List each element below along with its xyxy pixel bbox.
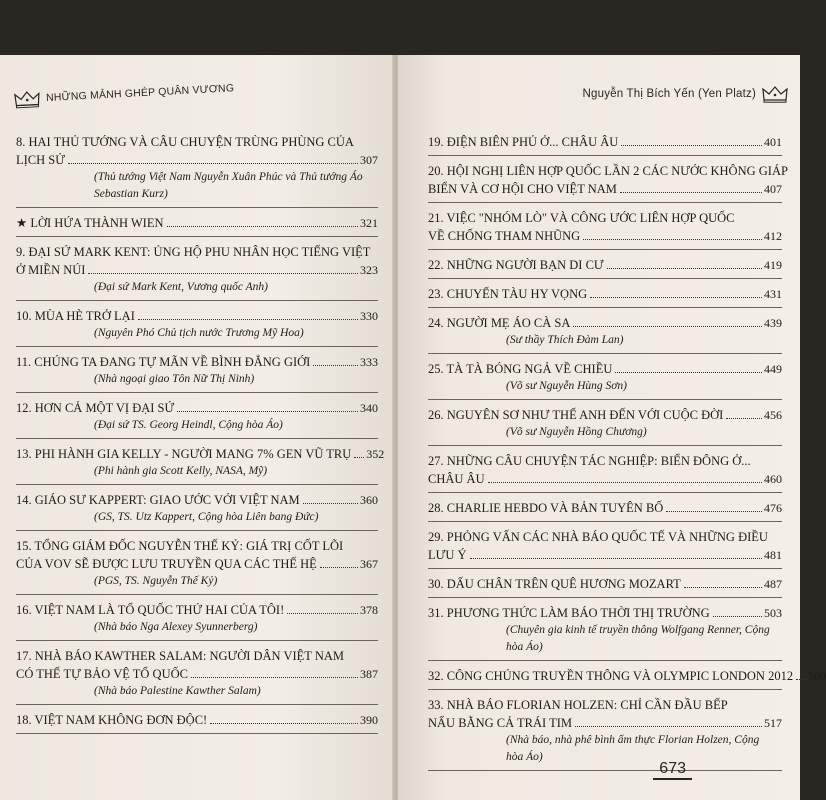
toc-separator	[428, 568, 782, 569]
toc-page-number: 401	[764, 135, 782, 149]
toc-entry-line	[16, 711, 378, 729]
toc-page-number: 321	[360, 216, 378, 230]
dot-leader	[607, 268, 762, 269]
toc-entry-title: 24. NGƯỜI MẸ ÁO CÀ SA	[428, 316, 571, 330]
toc-page-number: 481	[764, 548, 782, 562]
toc-separator	[428, 597, 782, 598]
dot-leader	[684, 587, 762, 588]
toc-entry	[428, 604, 782, 661]
toc-entry-title: 28. CHARLIE HEBDO VÀ BẢN TUYÊN BỐ	[428, 501, 664, 515]
toc-separator	[16, 236, 378, 237]
toc-entry	[428, 133, 782, 156]
toc-entry-title: 27. NHỮNG CÂU CHUYỆN TÁC NGHIỆP: BIỂN ĐÔNG Ở...	[428, 454, 751, 468]
toc-separator	[428, 249, 782, 250]
dot-leader	[620, 192, 762, 193]
toc-separator	[428, 278, 782, 279]
toc-separator	[16, 594, 378, 595]
dot-leader	[470, 558, 762, 559]
toc-entry-title: VỀ CHỐNG THAM NHŨNG	[428, 229, 581, 243]
right-running-header	[583, 85, 788, 103]
toc-entry-line	[428, 314, 782, 332]
toc-entry-subtitle: (Nhà báo Nga Alexey Syunnerberg)	[94, 621, 258, 633]
toc-entry-title: BIỂN VÀ CƠ HỘI CHO VIỆT NAM	[428, 182, 617, 196]
toc-separator	[428, 399, 782, 400]
toc-entry-line	[428, 528, 782, 546]
toc-entry-title: 13. PHI HÀNH GIA KELLY - NGƯỜI MANG 7% GEN VŨ TRỤ	[16, 447, 352, 461]
toc-page-number: 503	[764, 606, 782, 620]
toc-entry-line	[16, 647, 378, 665]
dot-leader	[615, 372, 762, 373]
toc-entry-title: LƯU Ý	[428, 548, 467, 562]
toc-separator	[428, 445, 782, 446]
toc-entry-title: 23. CHUYẾN TÀU HY VỌNG	[428, 287, 588, 301]
toc-separator	[16, 346, 378, 347]
toc-entry	[16, 214, 378, 237]
toc-page-number: 390	[360, 713, 378, 727]
toc-separator	[16, 300, 378, 301]
toc-entry-title: LỊCH SỬ	[16, 153, 65, 167]
toc-entry-title: 17. NHÀ BÁO KAWTHER SALAM: NGƯỜI DÂN VIỆT NAM	[16, 649, 345, 663]
page-number: 673	[653, 760, 692, 780]
toc-page-number: 456	[764, 408, 782, 422]
dot-leader	[796, 679, 806, 680]
dot-leader	[138, 319, 358, 320]
toc-entry-line	[16, 133, 378, 151]
left-toc	[16, 133, 385, 740]
toc-page-number: 439	[764, 316, 782, 330]
toc-entry	[16, 647, 378, 705]
toc-page-number: 333	[360, 355, 378, 369]
toc-entry-title: 21. VIỆC "NHÓM LÒ" VÀ CÔNG ƯỚC LIÊN HỢP QUỐC	[428, 211, 735, 225]
toc-entry-title: NẤU BẰNG CẢ TRÁI TIM	[428, 716, 572, 730]
toc-entry-title: 19. ĐIỆN BIÊN PHỦ Ở... CHÂU ÂU	[428, 135, 619, 149]
toc-separator	[16, 733, 378, 734]
dot-leader	[191, 677, 358, 678]
toc-entry	[16, 307, 378, 347]
toc-entry-title: 18. VIỆT NAM KHÔNG ĐƠN ĐỘC!	[16, 713, 208, 727]
toc-entry-line	[428, 162, 788, 180]
dot-leader	[713, 616, 762, 617]
dot-leader	[303, 503, 358, 504]
toc-entry-subtitle: (Võ sư Nguyễn Hùng Sơn)	[506, 380, 628, 392]
toc-page-number: 509	[808, 669, 826, 683]
toc-entry-title: 14. GIÁO SƯ KAPPERT: GIAO ƯỚC VỚI VIỆT NAM	[16, 493, 300, 507]
toc-separator	[16, 640, 378, 641]
toc-entry-title: 25. TÀ TÀ BÓNG NGẢ VỀ CHIỀU	[428, 362, 613, 376]
toc-page-number: 352	[366, 447, 385, 461]
toc-entry-line	[428, 285, 782, 303]
toc-entry-line	[16, 555, 378, 573]
toc-page-number: 419	[764, 258, 782, 272]
toc-entry-title: 29. PHỎNG VẤN CÁC NHÀ BÁO QUỐC TẾ VÀ NHỮNG ĐIỀU	[428, 530, 768, 544]
dot-leader	[68, 163, 358, 164]
crown-icon	[762, 85, 788, 103]
toc-entry-line	[428, 227, 782, 245]
dot-leader	[320, 567, 358, 568]
toc-entry-line	[16, 307, 378, 325]
toc-entry-line	[16, 665, 378, 683]
toc-entry-title: 9. ĐẠI SỨ MARK KENT: ỦNG HỘ PHU NHÂN HỌC TIẾNG VIỆT	[16, 245, 371, 259]
toc-separator	[16, 484, 378, 485]
toc-separator	[428, 155, 782, 156]
dot-leader	[177, 411, 358, 412]
toc-entry-title: 8. HAI THỦ TƯỚNG VÀ CÂU CHUYỆN TRÙNG PHÙNG CỦA	[16, 135, 354, 149]
toc-entry-line	[16, 261, 378, 279]
toc-separator	[16, 704, 378, 705]
toc-entry-title: Ở MIỀN NÚI	[16, 263, 86, 277]
toc-entry	[16, 353, 378, 393]
toc-entry-subtitle: (Chuyên gia kinh tế truyền thông Wolfgang Renner, Cộng hòa Áo)	[506, 624, 770, 653]
toc-entry-title: 26. NGUYÊN SƠ NHƯ THẾ ANH ĐẾN VỚI CUỘC ĐỜI	[428, 408, 724, 422]
toc-entry-line	[428, 499, 782, 517]
toc-entry-subtitle: (GS, TS. Utz Kappert, Cộng hòa Liên bang Đức)	[94, 511, 319, 523]
dot-leader	[621, 145, 762, 146]
toc-entry-line	[428, 452, 782, 470]
toc-entry-line	[16, 214, 378, 232]
toc-entry-title: 20. HỘI NGHỊ LIÊN HỢP QUỐC LẦN 2 CÁC NƯỚC KHÔNG GIÁP	[428, 164, 788, 178]
dot-leader	[210, 723, 358, 724]
toc-separator	[428, 353, 782, 354]
toc-entry	[428, 406, 782, 446]
toc-separator	[428, 307, 782, 308]
left-header-text: NHỮNG MẢNH GHÉP QUÂN VƯƠNG	[45, 82, 235, 105]
dot-leader	[573, 326, 762, 327]
crown-icon	[14, 89, 41, 108]
toc-entry-line	[428, 604, 782, 622]
toc-entry	[428, 209, 782, 250]
toc-entry-title: 15. TỔNG GIÁM ĐỐC NGUYỄN THẾ KỶ: GIÁ TRỊ CỐT LÕI	[16, 539, 344, 553]
toc-page-number: 330	[360, 309, 378, 323]
toc-entry	[428, 499, 782, 522]
toc-entry	[16, 445, 385, 485]
dot-leader	[583, 239, 762, 240]
dot-leader	[726, 418, 762, 419]
toc-entry-line	[16, 601, 378, 619]
toc-entry-title: 30. DẤU CHÂN TRÊN QUÊ HƯƠNG MOZART	[428, 577, 681, 591]
dot-leader	[88, 273, 358, 274]
toc-entry-line	[428, 406, 782, 424]
toc-entry-line	[428, 470, 782, 488]
toc-entry-line	[428, 696, 782, 714]
dot-leader	[488, 482, 762, 483]
toc-entry	[428, 528, 782, 569]
toc-entry-line	[16, 399, 378, 417]
toc-separator	[428, 770, 782, 771]
toc-entry	[428, 360, 782, 400]
toc-entry-subtitle: (Nhà báo Palestine Kawther Salam)	[94, 685, 261, 697]
toc-entry-title: ★ LỜI HỨA THÀNH WIEN	[16, 216, 164, 230]
toc-entry	[428, 314, 782, 354]
toc-entry-subtitle: (Phi hành gia Scott Kelly, NASA, Mỹ)	[94, 465, 268, 477]
toc-entry-title: 10. MÙA HÈ TRỞ LẠI	[16, 309, 135, 323]
toc-page-number: 476	[764, 501, 782, 515]
toc-entry-subtitle: (Đại sứ Mark Kent, Vương quốc Anh)	[94, 281, 269, 293]
toc-entry	[16, 601, 378, 641]
toc-entry-line	[428, 133, 782, 151]
toc-entry-subtitle: (Nguyên Phó Chủ tịch nước Trương Mỹ Hoa)	[94, 327, 304, 339]
toc-separator	[16, 530, 378, 531]
toc-entry-line	[16, 445, 385, 463]
toc-entry-line	[16, 537, 378, 555]
right-toc	[428, 133, 826, 777]
dot-leader	[287, 613, 358, 614]
toc-page-number: 323	[360, 263, 378, 277]
toc-page-number: 307	[360, 153, 378, 167]
toc-entry-subtitle: (Nhà báo, nhà phê bình ẩm thực Florian Holzen, Cộng hòa Áo)	[506, 734, 760, 763]
toc-entry	[16, 399, 378, 439]
toc-page-number: 360	[360, 493, 378, 507]
toc-separator	[16, 392, 378, 393]
toc-entry	[16, 711, 378, 734]
toc-entry-line	[428, 209, 782, 227]
toc-entry	[428, 696, 782, 771]
toc-entry	[428, 452, 782, 493]
toc-entry-line	[428, 180, 782, 198]
right-header-text: Nguyễn Thị Bích Yến (Yen Platz)	[582, 88, 756, 100]
toc-entry-line	[428, 360, 782, 378]
toc-entry-title: CỦA VOV SẼ ĐƯỢC LƯU TRUYỀN QUA CÁC THẾ HỆ	[16, 557, 317, 571]
toc-entry-title: 11. CHÚNG TA ĐANG TỰ MÃN VỀ BÌNH ĐẲNG GIỚI	[16, 355, 311, 369]
toc-entry-subtitle: (Nhà ngoại giao Tôn Nữ Thị Ninh)	[94, 373, 255, 385]
toc-page-number: 387	[360, 667, 378, 681]
dot-leader	[313, 365, 358, 366]
toc-separator	[428, 202, 782, 203]
dot-leader	[575, 726, 762, 727]
toc-page-number: 449	[764, 362, 782, 376]
toc-entry-line	[428, 714, 782, 732]
dot-leader	[354, 457, 364, 458]
toc-entry-title: 16. VIỆT NAM LÀ TỔ QUỐC THỨ HAI CỦA TÔI!	[16, 603, 285, 617]
toc-entry-title: 12. HƠN CẢ MỘT VỊ ĐẠI SỨ	[16, 401, 175, 415]
toc-entry-title: 33. NHÀ BÁO FLORIAN HOLZEN: CHỈ CẦN ĐẦU BẾP	[428, 698, 728, 712]
toc-separator	[428, 660, 782, 661]
toc-entry-line	[428, 575, 782, 593]
toc-page-number: 340	[360, 401, 378, 415]
toc-entry-subtitle: (Võ sư Nguyễn Hồng Chương)	[506, 426, 647, 438]
dot-leader	[167, 226, 358, 227]
toc-separator	[16, 207, 378, 208]
toc-entry-subtitle: (PGS, TS. Nguyễn Thế Kỷ)	[94, 575, 218, 587]
toc-entry-title: 32. CÔNG CHÚNG TRUYỀN THÔNG VÀ OLYMPIC LONDON 2012	[428, 669, 794, 683]
toc-page-number: 487	[764, 577, 782, 591]
toc-entry-line	[16, 353, 378, 371]
toc-page-number: 431	[764, 287, 782, 301]
toc-entry	[428, 256, 782, 279]
toc-entry-line	[16, 491, 378, 509]
toc-entry	[16, 243, 378, 301]
toc-entry-subtitle: (Thủ tướng Việt Nam Nguyễn Xuân Phúc và Thủ tướng Áo Sebastian Kurz)	[94, 171, 363, 200]
left-page	[0, 55, 394, 800]
toc-entry-line	[428, 256, 782, 274]
toc-separator	[428, 521, 782, 522]
toc-page-number: 517	[764, 716, 782, 730]
left-running-header	[14, 79, 235, 109]
toc-entry	[428, 285, 782, 308]
toc-page-number: 460	[764, 472, 782, 486]
toc-page-number: 378	[360, 603, 378, 617]
toc-entry-title: CHÂU ÂU	[428, 472, 485, 486]
toc-separator	[428, 492, 782, 493]
toc-entry	[16, 537, 378, 595]
toc-entry	[428, 667, 826, 690]
toc-entry	[16, 491, 378, 531]
toc-page-number: 412	[764, 229, 782, 243]
toc-separator	[428, 689, 782, 690]
toc-page-number: 367	[360, 557, 378, 571]
toc-entry	[428, 162, 788, 203]
toc-entry	[16, 133, 378, 208]
right-page	[398, 55, 826, 800]
toc-entry-line	[16, 151, 378, 169]
toc-entry-line	[428, 546, 782, 564]
toc-entry-title: CÓ THẾ TỰ BẢO VỆ TỔ QUỐC	[16, 667, 188, 681]
toc-entry-subtitle: (Đại sứ TS. Georg Heindl, Cộng hòa Áo)	[94, 419, 283, 431]
toc-entry-title: 31. PHƯƠNG THỨC LÀM BÁO THỜI THỊ TRƯỜNG	[428, 606, 710, 620]
toc-entry-line	[428, 667, 826, 685]
dot-leader	[590, 297, 762, 298]
toc-entry-subtitle: (Sư thầy Thích Đàm Lan)	[506, 334, 624, 346]
toc-entry-title: 22. NHỮNG NGƯỜI BẠN DI CƯ	[428, 258, 604, 272]
toc-entry	[428, 575, 782, 598]
toc-entry-line	[16, 243, 378, 261]
dot-leader	[666, 511, 762, 512]
toc-separator	[16, 438, 378, 439]
toc-page-number: 407	[764, 182, 782, 196]
